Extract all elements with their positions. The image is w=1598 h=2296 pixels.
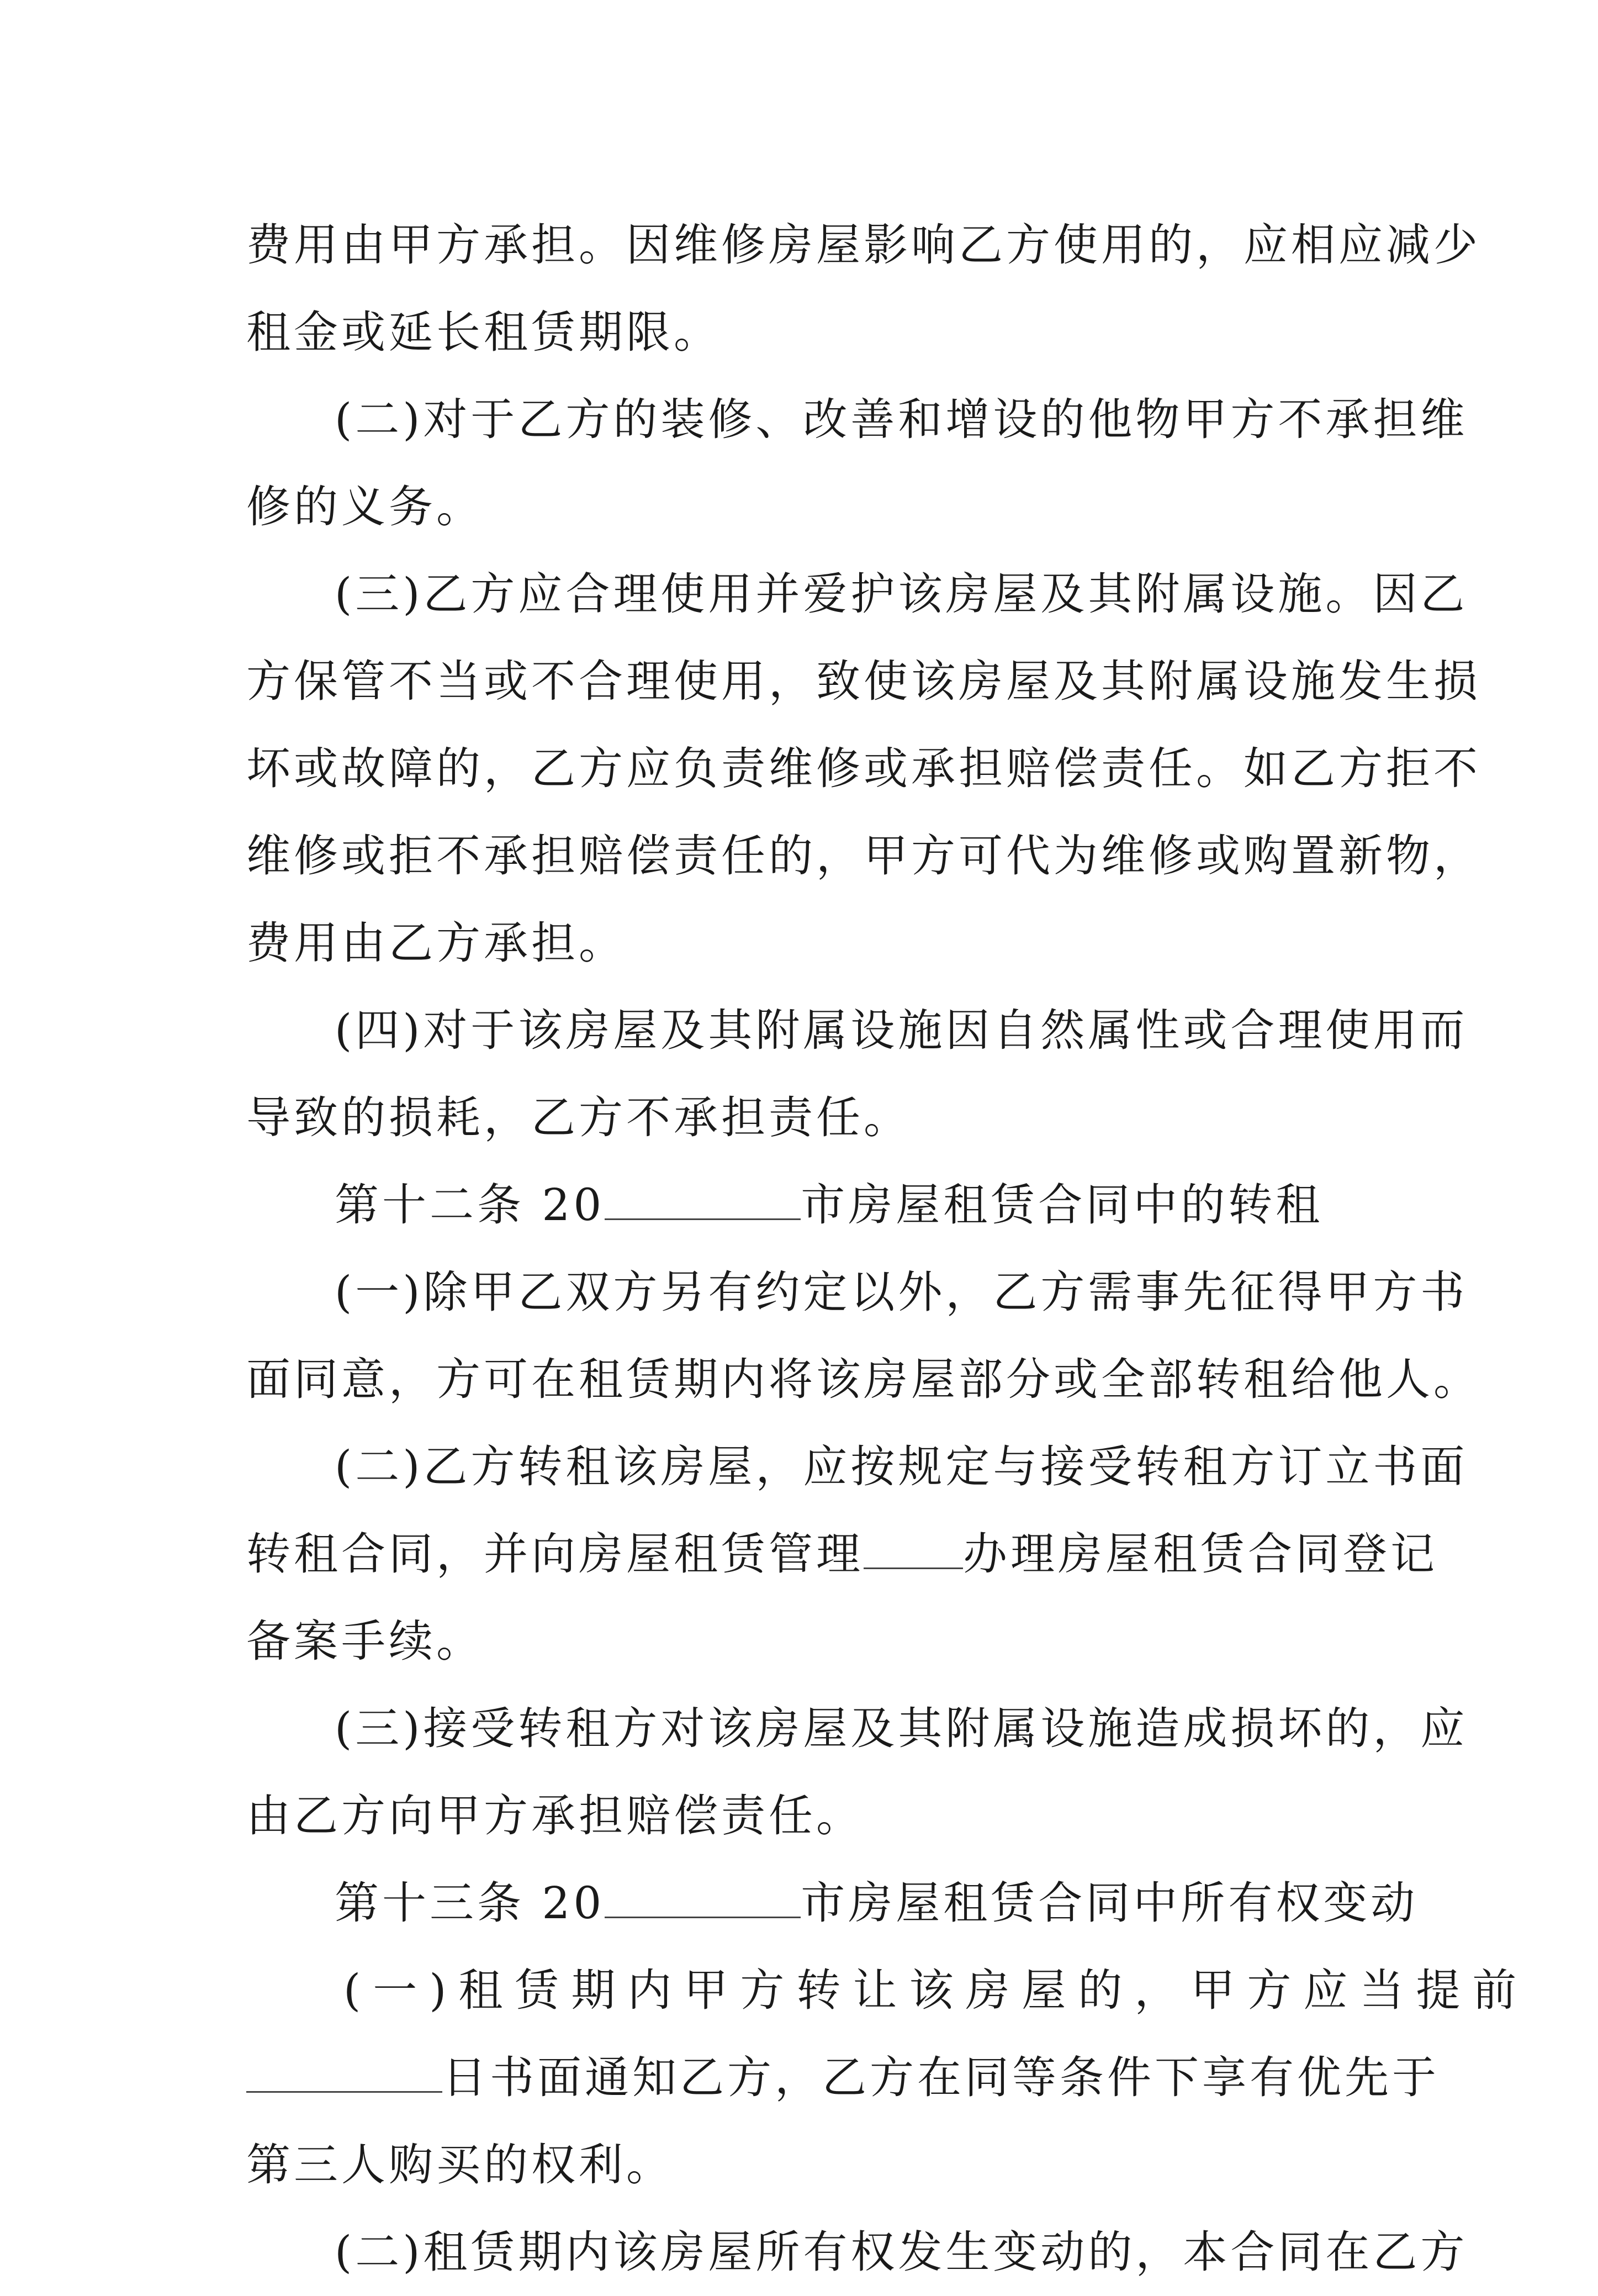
text-line: 修的义务。	[246, 481, 484, 532]
paragraph-clause-4-wear	[246, 987, 1468, 1162]
text-segment: 日书面通知乙方，乙方在同等条件下享有优先于	[442, 2052, 1440, 2103]
text-line	[246, 1860, 1419, 1947]
article-13-prefix: 第十三条 20	[335, 1877, 605, 1929]
text-line: (三)接受转租方对该房屋及其附属设施造成损坏的，应	[335, 1703, 1468, 1754]
fill-in-blank	[605, 1882, 801, 1918]
text-line: (二)对于乙方的装修、改善和增设的他物甲方不承担维	[335, 394, 1468, 445]
text-line: 方保管不当或不合理使用，致使该房屋及其附属设施发生损	[246, 656, 1481, 707]
article-12-title: 市房屋租赁合同中的转租	[801, 1179, 1324, 1231]
article-12-prefix: 第十二条 20	[335, 1179, 605, 1231]
text-line: 导致的损耗，乙方不承担责任。	[246, 1092, 911, 1143]
text-segment: 办理房屋租赁合同登记	[963, 1528, 1438, 1580]
text-line: (二)乙方转租该房屋，应按规定与接受转租方订立书面	[335, 1441, 1468, 1492]
text-line: (四)对于该房屋及其附属设施因自然属性或合理使用而	[335, 1005, 1468, 1056]
paragraph-clause-2-decoration	[246, 376, 1468, 551]
text-line: (一)除甲乙双方另有约定以外，乙方需事先征得甲方书	[335, 1266, 1468, 1318]
paragraph-ownership-2	[246, 2209, 1468, 2296]
paragraph-ownership-1	[246, 1947, 1529, 2209]
article-12-heading	[246, 1162, 1367, 1249]
text-line: (三)乙方应合理使用并爱护该房屋及其附属设施。因乙	[335, 568, 1468, 620]
text-line	[246, 2034, 1440, 2121]
article-13-title: 市房屋租赁合同中所有权变动	[801, 1877, 1419, 1929]
text-line: 费用由乙方承担。	[246, 917, 626, 969]
text-line: 面同意，方可在租赁期内将该房屋部分或全部转租给他人。	[246, 1354, 1481, 1405]
paragraph-sublease-3	[246, 1685, 1468, 1860]
text-line	[246, 1162, 1367, 1249]
fill-in-blank	[246, 2057, 442, 2093]
fill-in-blank	[864, 1533, 963, 1569]
paragraph-sublease-1	[246, 1249, 1481, 1423]
fill-in-blank	[605, 1184, 801, 1220]
text-line: (二)租赁期内该房屋所有权发生变动的，本合同在乙方	[335, 2226, 1468, 2278]
article-13-heading	[246, 1860, 1419, 1947]
text-line: 第三人购买的权利。	[246, 2139, 674, 2191]
text-line	[246, 1511, 1438, 1598]
paragraph-repair-cost	[246, 202, 1481, 376]
paragraph-sublease-2	[246, 1423, 1468, 1685]
text-line: 由乙方向甲方承担赔偿责任。	[246, 1790, 864, 1841]
text-line: 费用由甲方承担。因维修房屋影响乙方使用的，应相应减少	[246, 219, 1481, 271]
text-line: 坏或故障的，乙方应负责维修或承担赔偿责任。如乙方拒不	[246, 743, 1481, 794]
text-line: 租金或延长租赁期限。	[246, 307, 721, 358]
text-line: 维修或拒不承担赔偿责任的，甲方可代为维修或购置新物，	[246, 830, 1481, 882]
document-body	[246, 202, 1529, 2296]
paragraph-clause-3-usage	[246, 551, 1481, 987]
text-line: (一)租赁期内甲方转让该房屋的，甲方应当提前	[343, 1965, 1529, 2016]
text-line: 备案手续。	[246, 1616, 484, 1667]
text-segment: 转租合同，并向房屋租赁管理	[246, 1528, 864, 1580]
